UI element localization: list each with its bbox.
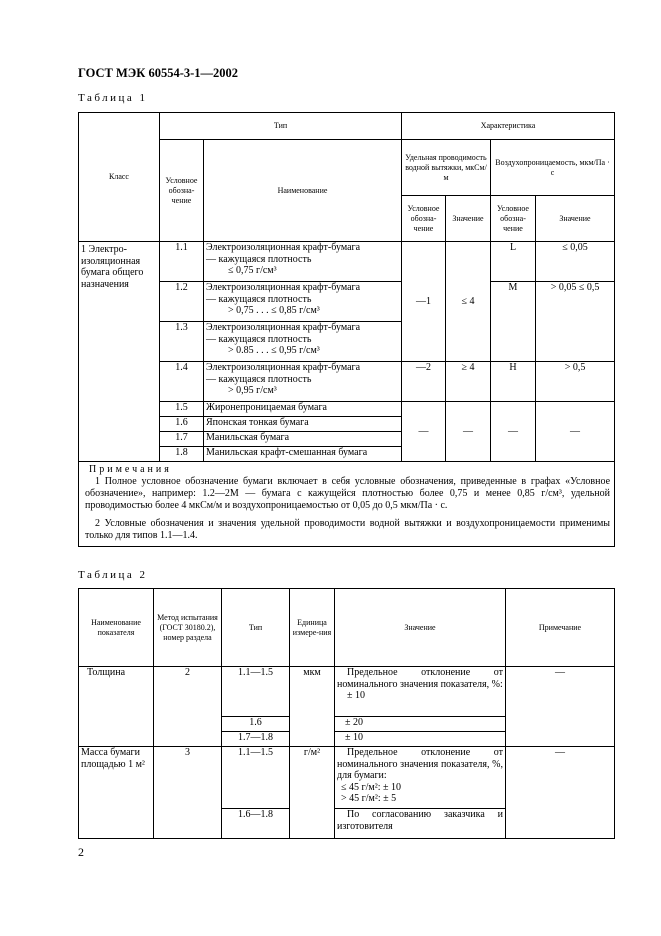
param-value: ± 20 bbox=[335, 717, 506, 732]
type-name-line: Электроизоляционная крафт-бумага bbox=[206, 322, 361, 333]
air-code: L bbox=[491, 242, 536, 282]
air-code: M bbox=[491, 282, 536, 362]
type-code: 1.8 bbox=[160, 447, 204, 462]
col-znach: Значение bbox=[446, 196, 491, 242]
type-name: Японская тонкая бумага bbox=[204, 417, 402, 432]
param-type: 1.1—1.5 bbox=[222, 747, 290, 809]
col-uslovn3: Условное обозна-чение bbox=[491, 196, 536, 242]
air-code: — bbox=[491, 402, 536, 462]
air-value: — bbox=[536, 402, 615, 462]
col-prim: Примечание bbox=[506, 589, 615, 667]
table1-notes bbox=[79, 462, 615, 547]
param-value: По согласованию заказчика и изготовителя bbox=[335, 809, 506, 839]
type-name-line: — кажущаяся плотность bbox=[206, 293, 312, 305]
type-name-line: > 0,75 . . . ≤ 0,85 г/см³ bbox=[228, 305, 320, 316]
type-name-line: > 0,95 г/см³ bbox=[228, 385, 277, 396]
type-name: Манильская бумага bbox=[204, 432, 402, 447]
param-value bbox=[335, 747, 506, 809]
param-method: 2 bbox=[154, 667, 222, 747]
type-name-line: — кажущаяся плотность bbox=[206, 373, 312, 385]
notes-title: Примечания bbox=[89, 464, 172, 475]
table2-caption: Таблица 2 bbox=[78, 569, 148, 581]
type-name-line: ≤ 0,75 г/см³ bbox=[228, 265, 277, 276]
param-note: — bbox=[506, 667, 615, 747]
type-name bbox=[204, 282, 402, 322]
type-name: Манильская крафт-смешанная бумага bbox=[204, 447, 402, 462]
col-tip2: Тип bbox=[222, 589, 290, 667]
type-code: 1.7 bbox=[160, 432, 204, 447]
type-name-line: Электроизоляционная крафт-бумага bbox=[206, 362, 361, 373]
type-code: 1.3 bbox=[160, 322, 204, 362]
table1-caption: Таблица 1 bbox=[78, 92, 148, 104]
type-name-line: — кажущаяся плотность bbox=[206, 333, 312, 345]
col-znach3: Значение bbox=[335, 589, 506, 667]
cond-code: — bbox=[402, 402, 446, 462]
type-name-line: — кажущаяся плотность bbox=[206, 253, 312, 265]
type-name bbox=[204, 322, 402, 362]
param-value bbox=[335, 667, 506, 717]
cond-code: —1 bbox=[402, 242, 446, 362]
col-znach2: Значение bbox=[536, 196, 615, 242]
page-number: 2 bbox=[78, 845, 84, 859]
col-metod: Метод испытания (ГОСТ 30180.2), номер раздела bbox=[154, 589, 222, 667]
value-text: Предельное отклонение от номинального значения показателя, %, для бумаги: bbox=[337, 747, 503, 781]
type-name-line: Электроизоляционная крафт-бумага bbox=[206, 282, 361, 293]
col-udeln: Удельная проводимость водной вытяжки, мкСм/м bbox=[402, 140, 491, 196]
type-name bbox=[204, 362, 402, 402]
param-type: 1.6—1.8 bbox=[222, 809, 290, 839]
type-name-line: Электроизоляционная крафт-бумага bbox=[206, 242, 361, 253]
note-1: 1 Полное условное обозначение бумаги включает в себя условные обозначения, приведенные в графах «Условное обозначение», например: 1.2—2М — бумага с кажущейся плотностью более 0,75 и менее 0,85 г/см³, удельной проводимостью более 4 мкСм/м и воздухопроницаемостью от 0,05 до 0,5 мкм/Па · с. bbox=[85, 476, 611, 511]
param-value: ± 10 bbox=[335, 732, 506, 747]
table1 bbox=[78, 112, 615, 547]
air-value: > 0,5 bbox=[536, 362, 615, 402]
table2 bbox=[78, 588, 615, 839]
class-cell: 1 Электро-изоляционная бумага общего назначения bbox=[79, 242, 160, 462]
param-unit: мкм bbox=[290, 667, 335, 747]
type-code: 1.6 bbox=[160, 417, 204, 432]
type-name bbox=[204, 242, 402, 282]
col-uslovn2: Условное обозна-чение bbox=[402, 196, 446, 242]
col-ed: Единица измере-ния bbox=[290, 589, 335, 667]
param-name: Масса бумаги площадью 1 м² bbox=[79, 747, 154, 839]
document-header: ГОСТ МЭК 60554-3-1—2002 bbox=[78, 66, 239, 80]
col-naim: Наименование bbox=[204, 140, 402, 242]
type-code: 1.4 bbox=[160, 362, 204, 402]
type-code: 1.2 bbox=[160, 282, 204, 322]
param-name: Толщина bbox=[79, 667, 154, 747]
col-naim2: Наименование показателя bbox=[79, 589, 154, 667]
param-type: 1.1—1.5 bbox=[222, 667, 290, 717]
type-code: 1.5 bbox=[160, 402, 204, 417]
air-code: H bbox=[491, 362, 536, 402]
note-2: 2 Условные обозначения и значения удельной проводимости водной вытяжки и воздухопроницаемости применимы только для типов 1.1—1.4. bbox=[85, 518, 611, 541]
type-name: Жиронепроницаемая бумага bbox=[204, 402, 402, 417]
param-type: 1.7—1.8 bbox=[222, 732, 290, 747]
col-harakt: Характеристика bbox=[402, 113, 615, 140]
col-vozd: Воздухопроницаемость, мкм/Па · с bbox=[491, 140, 615, 196]
param-unit: г/м² bbox=[290, 747, 335, 839]
cond-code: —2 bbox=[402, 362, 446, 402]
col-klass: Класс bbox=[79, 113, 160, 242]
type-code: 1.1 bbox=[160, 242, 204, 282]
col-tip: Тип bbox=[160, 113, 402, 140]
cond-value: ≥ 4 bbox=[446, 362, 491, 402]
param-method: 3 bbox=[154, 747, 222, 839]
value-text: ≤ 45 г/м²: ± 10 bbox=[341, 781, 401, 793]
cond-value: — bbox=[446, 402, 491, 462]
param-note: — bbox=[506, 747, 615, 839]
value-text: Предельное отклонение от номинального значения показателя, %: bbox=[337, 667, 503, 690]
param-type: 1.6 bbox=[222, 717, 290, 732]
col-uslovn: Условное обозна-чение bbox=[160, 140, 204, 242]
value-text: > 45 г/м²: ± 5 bbox=[341, 793, 397, 804]
air-value: > 0,05 ≤ 0,5 bbox=[536, 282, 615, 362]
type-name-line: > 0.85 . . . ≤ 0,95 г/см³ bbox=[228, 345, 320, 356]
air-value: ≤ 0,05 bbox=[536, 242, 615, 282]
value-text: ± 10 bbox=[347, 690, 365, 701]
cond-value: ≤ 4 bbox=[446, 242, 491, 362]
